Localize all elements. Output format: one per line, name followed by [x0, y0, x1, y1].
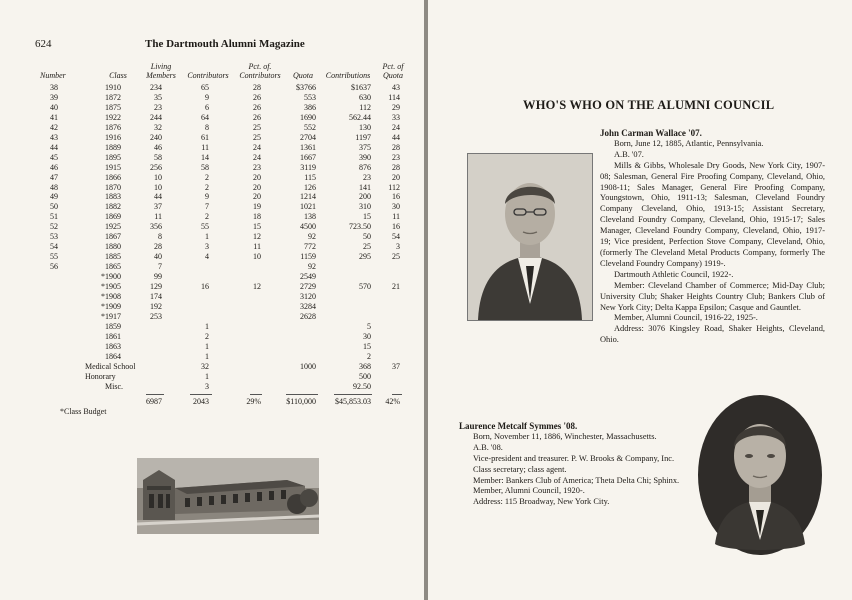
table-cell: 630 [359, 92, 371, 102]
table-cell: 390 [359, 152, 371, 162]
table-cell: 3284 [300, 301, 316, 311]
table-cell: 1864 [105, 351, 121, 361]
table-cell: 1885 [105, 252, 121, 262]
table-cell: 1870 [105, 182, 121, 192]
table-cell: 2 [205, 182, 209, 192]
table-cell: 1865 [105, 262, 121, 272]
bio-paragraph: Member: Cleveland Chamber of Commerce; Mid-Day Club; University Club; Shaker Heights Country Club; Bankers Club of New York City; Delta Kappa Epsilon; Casque and Gauntlet. [600, 280, 825, 312]
table-cell: Medical School [85, 361, 136, 371]
table-cell: 1021 [300, 202, 316, 212]
bio-name: Laurence Metcalf Symmes '08. [459, 421, 578, 431]
table-cell: 10 [253, 252, 261, 262]
table-cell: 5 [367, 321, 371, 331]
table-cell: 21 [392, 282, 400, 291]
table-cell: 12 [253, 232, 261, 242]
table-cell: 1916 [105, 132, 121, 142]
table-cell: 3 [205, 242, 209, 252]
table-cell: 295 [359, 252, 371, 262]
table-cell: 1 [205, 232, 209, 242]
table-cell: 30 [392, 202, 400, 212]
table-cell: *1908 [101, 291, 121, 301]
table-cell: 240 [150, 132, 162, 142]
bio-paragraph: Class secretary; class agent. [473, 464, 567, 474]
table-cell: 20 [392, 172, 400, 182]
bio-paragraph: A.B. '07. [614, 149, 644, 159]
table-cell: 141 [359, 182, 371, 192]
table-header: Contributions [325, 71, 371, 80]
table-header: Living Members [146, 62, 176, 80]
bio-paragraph: Member: Bankers Club of America; Theta Delta Chi; Sphinx. [473, 475, 680, 485]
table-cell: 1861 [105, 331, 121, 341]
table-cell: 41 [50, 112, 58, 122]
left-page [0, 0, 424, 600]
bio-paragraph: Born, November 11, 1886, Winchester, Massachusetts. [473, 431, 657, 441]
table-cell: 3120 [300, 291, 316, 301]
table-cell: 368 [359, 361, 371, 371]
table-cell: $1637 [351, 83, 371, 92]
table-cell: 28 [154, 242, 162, 252]
table-cell: 1875 [105, 102, 121, 112]
table-cell: 1197 [355, 132, 371, 142]
table-cell: 553 [304, 92, 316, 102]
table-cell: 552 [304, 122, 316, 132]
table-cell: 92 [308, 262, 316, 272]
table-cell: 112 [388, 182, 400, 192]
table-cell: 9 [205, 192, 209, 202]
table-cell: 30 [363, 331, 371, 341]
table-cell: 29 [392, 102, 400, 112]
bio-paragraph: Vice-president and treasurer. P. W. Brooks & Company, Inc. [473, 453, 675, 463]
table-cell: 1867 [105, 232, 121, 242]
table-cell: 1 [205, 321, 209, 331]
table-cell: 23 [154, 102, 162, 112]
table-cell: 51 [50, 212, 58, 222]
table-cell: 37 [392, 361, 400, 371]
table-cell: 138 [304, 212, 316, 222]
table-cell: 44 [154, 192, 162, 202]
table-cell: 20 [253, 192, 261, 202]
bio-symmes [459, 421, 686, 508]
page-number: 624 [35, 38, 52, 50]
bio-paragraph: A.B. '08. [473, 442, 503, 452]
table-cell: 1000 [300, 361, 316, 371]
table-cell: 24 [392, 122, 400, 132]
table-cell: 8 [158, 232, 162, 242]
table-cell: 43 [392, 83, 400, 92]
table-cell: 56 [50, 262, 58, 272]
table-cell: Misc. [105, 381, 123, 391]
table-cell: 1667 [300, 152, 316, 162]
bio-paragraph: Mills & Gibbs, Wholesale Dry Goods, New York City, 1907-08; Salesman, General Fire Proofing Company, Cleveland, Ohio, 1908-11; Sales Manager, General Fire Proofing Company, Youngstown, Ohio, 1911-13; Salesman, Cleveland Foundry Company Cleveland, Ohio, 1913-15; Assistant Secretary, Cleveland Foundry Company, Cleveland, Ohio, 1915-17; Sales Manager, Cleveland Foundry Company, Cleveland, Ohio, 1917-19; Vice president, Perfection Stove Company, Cleveland, Ohio, (formerly The Cleveland Metal Products Company, formerly The Cleveland Foundry Company) 1919-. [600, 160, 825, 268]
table-cell: 723.50 [349, 222, 371, 232]
table-cell: 35 [154, 92, 162, 102]
total-rule [250, 394, 262, 395]
table-cell: 200 [359, 192, 371, 202]
table-cell: 23 [363, 172, 371, 182]
table-cell: 16 [201, 282, 209, 291]
table-cell: 20 [253, 172, 261, 182]
table-cell: 11 [201, 142, 209, 152]
table-cell: 55 [50, 252, 58, 262]
table-cell: 6 [205, 102, 209, 112]
table-cell: $3766 [296, 83, 316, 92]
table-total: 2043 [193, 397, 209, 407]
table-cell: 1361 [300, 142, 316, 152]
table-cell: 1866 [105, 172, 121, 182]
table-cell: 129 [150, 282, 162, 291]
table-total: 6987 [146, 397, 162, 407]
table-cell: 55 [201, 222, 209, 232]
table-cell: 244 [150, 112, 162, 122]
table-cell: 23 [253, 162, 261, 172]
table-header: Quota [293, 71, 313, 80]
table-cell: 15 [363, 341, 371, 351]
table-cell: 112 [359, 102, 371, 112]
table-cell: 54 [392, 232, 400, 242]
table-cell: 2 [205, 212, 209, 222]
table-cell: 28 [392, 142, 400, 152]
table-cell: 14 [201, 152, 209, 162]
bio-paragraph: Dartmouth Athletic Council, 1922-. [614, 269, 734, 279]
table-cell: 11 [392, 212, 400, 222]
total-rule [392, 394, 402, 395]
table-cell: 32 [154, 122, 162, 132]
table-cell: 24 [253, 142, 261, 152]
table-cell: 12 [253, 282, 261, 291]
table-cell: 39 [50, 92, 58, 102]
table-total: 42% [385, 397, 400, 407]
table-cell: 64 [201, 112, 209, 122]
table-cell: 1859 [105, 321, 121, 331]
table-cell: 4500 [300, 222, 316, 232]
bio-paragraph: Address: 3076 Kingsley Road, Shaker Heights, Cleveland, Ohio. [600, 324, 825, 345]
table-cell: 61 [201, 132, 209, 142]
portrait-wallace [467, 153, 593, 321]
table-cell: 174 [150, 291, 162, 301]
total-rule [146, 394, 164, 395]
total-rule [334, 394, 372, 395]
table-cell: 1 [205, 341, 209, 351]
table-cell: 42 [50, 122, 58, 132]
table-cell: 1880 [105, 242, 121, 252]
table-cell: *1909 [101, 301, 121, 311]
table-cell: 1869 [105, 212, 121, 222]
table-cell: 58 [154, 152, 162, 162]
table-cell: 3119 [300, 162, 316, 172]
table-cell: 33 [392, 112, 400, 122]
table-cell: 49 [50, 192, 58, 202]
table-cell: 24 [253, 152, 261, 162]
table-cell: 562.44 [349, 112, 371, 122]
table-cell: 356 [150, 222, 162, 232]
table-cell: 256 [150, 162, 162, 172]
table-total: 29% [246, 397, 261, 407]
table-header: Pct. of Quota [382, 62, 404, 80]
table-cell: 25 [392, 252, 400, 262]
bio-paragraph: Born, June 12, 1885, Atlantic, Pennsylvania. [614, 138, 764, 148]
table-cell: 876 [359, 162, 371, 172]
table-cell: 58 [201, 162, 209, 172]
table-cell: 192 [150, 301, 162, 311]
portrait-symmes [697, 394, 823, 557]
table-cell: 53 [50, 232, 58, 242]
table-cell: 32 [201, 361, 209, 371]
table-cell: 772 [304, 242, 316, 252]
table-total: $45,853.03 [335, 397, 371, 407]
table-cell: 9 [205, 92, 209, 102]
footnote: *Class Budget [60, 407, 107, 416]
table-cell: 25 [253, 122, 261, 132]
table-cell: 386 [304, 102, 316, 112]
table-cell: *1917 [101, 311, 121, 321]
table-cell: 10 [154, 182, 162, 192]
table-cell: 2628 [300, 311, 316, 321]
table-cell: 44 [392, 132, 400, 142]
table-cell: 4 [205, 252, 209, 262]
table-cell: 15 [363, 212, 371, 222]
bio-paragraph: Member, Alumni Council, 1916-22, 1925-. [614, 313, 758, 323]
bio-paragraph: Member, Alumni Council, 1920-. [473, 486, 585, 496]
table-cell: 126 [304, 182, 316, 192]
table-header: Number [40, 71, 66, 80]
table-cell: 37 [154, 202, 162, 212]
table-cell: 15 [253, 222, 261, 232]
table-cell: 11 [253, 242, 261, 252]
table-cell: Honorary [85, 371, 116, 381]
table-cell: 1883 [105, 192, 121, 202]
table-cell: 1925 [105, 222, 121, 232]
table-header: Contributors [187, 71, 229, 80]
table-cell: 16 [392, 222, 400, 232]
table-cell: 25 [253, 132, 261, 142]
table-cell: 1922 [105, 112, 121, 122]
table-cell: 2 [205, 331, 209, 341]
table-cell: 1889 [105, 142, 121, 152]
total-rule [190, 394, 212, 395]
table-cell: 26 [253, 92, 261, 102]
table-cell: 38 [50, 83, 58, 92]
table-cell: 253 [150, 311, 162, 321]
table-cell: 50 [50, 202, 58, 212]
table-cell: 2729 [300, 282, 316, 291]
table-cell: 46 [154, 142, 162, 152]
table-cell: 45 [50, 152, 58, 162]
table-cell: 310 [359, 202, 371, 212]
table-cell: 28 [253, 83, 261, 92]
table-cell: 570 [359, 282, 371, 291]
table-cell: 1 [205, 351, 209, 361]
bio-wallace [600, 128, 825, 346]
table-cell: 54 [50, 242, 58, 252]
table-cell: 92.50 [353, 381, 371, 391]
table-cell: 114 [388, 92, 400, 102]
table-cell: 2 [205, 172, 209, 182]
table-total: $110,000 [286, 397, 316, 407]
table-cell: 99 [154, 272, 162, 282]
table-cell: 115 [304, 172, 316, 182]
total-rule [286, 394, 318, 395]
table-cell: 3 [396, 242, 400, 252]
table-cell: 52 [50, 222, 58, 232]
table-cell: 46 [50, 162, 58, 172]
table-cell: 1690 [300, 112, 316, 122]
table-header: Class [109, 71, 127, 80]
table-cell: 11 [154, 212, 162, 222]
table-cell: 7 [205, 202, 209, 212]
table-cell: 26 [253, 112, 261, 122]
running-title: The Dartmouth Alumni Magazine [145, 38, 305, 50]
table-cell: 2704 [300, 132, 316, 142]
table-cell: 10 [154, 172, 162, 182]
table-cell: 50 [363, 232, 371, 242]
table-cell: 1882 [105, 202, 121, 212]
table-cell: 65 [201, 83, 209, 92]
table-cell: 43 [50, 132, 58, 142]
table-cell: 234 [150, 83, 162, 92]
table-cell: 28 [392, 162, 400, 172]
table-cell: 2 [367, 351, 371, 361]
table-cell: 375 [359, 142, 371, 152]
bio-paragraph: Address: 115 Broadway, New York City. [473, 497, 610, 507]
table-cell: 1872 [105, 92, 121, 102]
table-cell: 25 [363, 242, 371, 252]
table-cell: 1863 [105, 341, 121, 351]
table-cell: 47 [50, 172, 58, 182]
bio-name: John Carman Wallace '07. [600, 128, 702, 138]
table-cell: 500 [359, 371, 371, 381]
table-cell: 7 [158, 262, 162, 272]
table-cell: 40 [50, 102, 58, 112]
table-cell: 2549 [300, 272, 316, 282]
table-cell: 19 [253, 202, 261, 212]
table-cell: 44 [50, 142, 58, 152]
building-photo [137, 458, 319, 534]
table-cell: 1214 [300, 192, 316, 202]
table-cell: 1915 [105, 162, 121, 172]
table-cell: 3 [205, 381, 209, 391]
table-cell: 20 [253, 182, 261, 192]
table-cell: 1895 [105, 152, 121, 162]
table-cell: 1910 [105, 83, 121, 92]
table-cell: 8 [205, 122, 209, 132]
table-cell: 1876 [105, 122, 121, 132]
table-cell: *1900 [101, 272, 121, 282]
table-cell: *1905 [101, 282, 121, 291]
table-cell: 48 [50, 182, 58, 192]
table-cell: 1 [205, 371, 209, 381]
table-cell: 16 [392, 192, 400, 202]
table-cell: 92 [308, 232, 316, 242]
table-cell: 130 [359, 122, 371, 132]
table-cell: 1159 [300, 252, 316, 262]
table-cell: 23 [392, 152, 400, 162]
table-cell: 18 [253, 212, 261, 222]
table-cell: 40 [154, 252, 162, 262]
table-cell: 26 [253, 102, 261, 112]
section-title: WHO'S WHO ON THE ALUMNI COUNCIL [523, 98, 775, 112]
table-header: Pct. of. Contributors [239, 62, 281, 80]
